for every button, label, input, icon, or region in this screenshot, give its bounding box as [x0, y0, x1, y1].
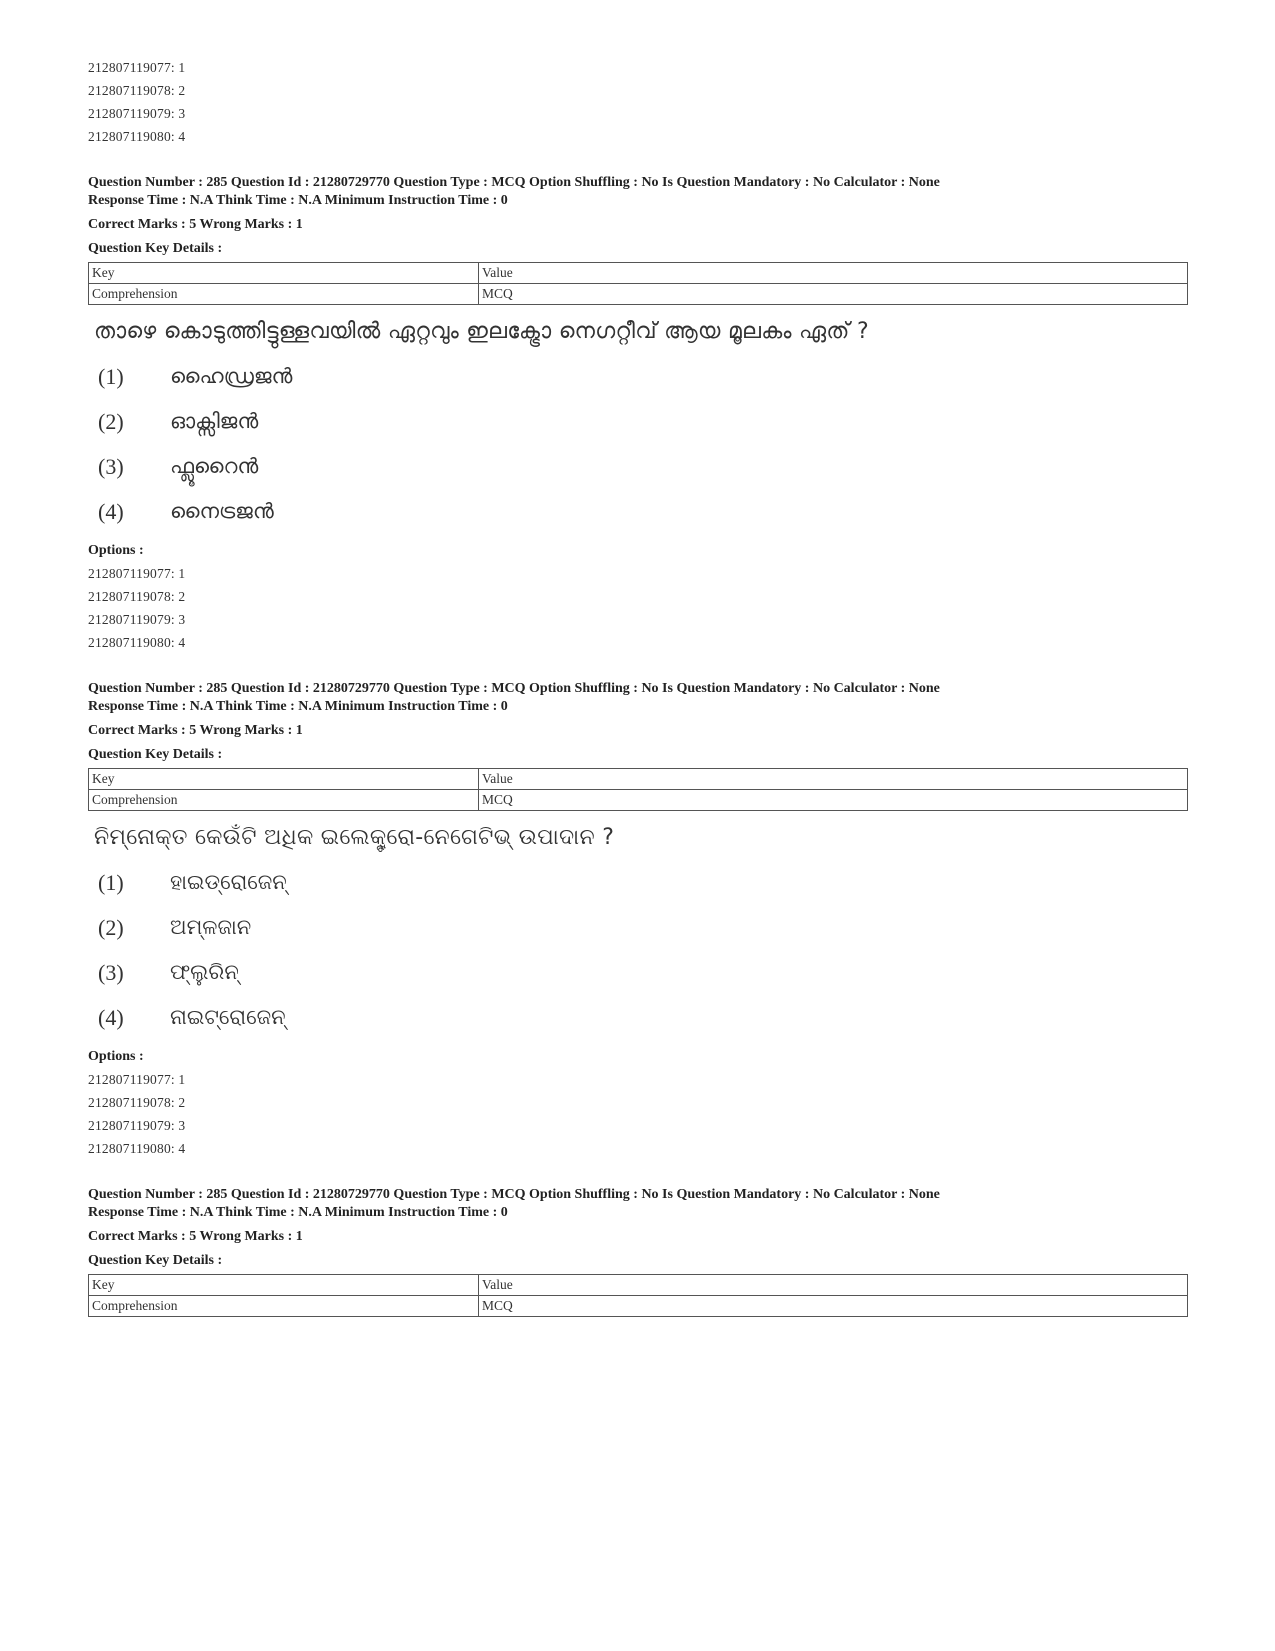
question-block	[88, 680, 1188, 1160]
choice-number: (2)	[98, 408, 124, 434]
table-row	[89, 284, 1188, 305]
option-id: 212807119079: 3	[88, 106, 186, 121]
question-meta-line2: Response Time : N.A Think Time : N.A Minimum Instruction Time : 0	[88, 193, 508, 208]
answer-choice	[88, 860, 1188, 905]
question-meta-line1: Question Number : 285 Question Id : 21280729770 Question Type : MCQ Option Shuffling : No Is Question Mandatory : No Calculator : None	[88, 681, 940, 696]
question-text: ନିମ୍ନୋକ୍ତ କେଉଁଟି ଅଧିକ ଇଲେକ୍ଟ୍ରୋ-ନେଗେଟିଭ୍ ଉପାଦାନ ?	[94, 825, 615, 850]
table-cell-value: MCQ	[479, 284, 1188, 305]
choice-number: (4)	[98, 498, 124, 524]
table-row	[89, 1275, 1188, 1296]
option-id: 212807119079: 3	[88, 612, 186, 627]
table-row	[89, 263, 1188, 284]
key-details-table	[88, 1274, 1188, 1317]
document-page	[88, 56, 1188, 1317]
question-text: താഴെ കൊടുത്തിട്ടുള്ളവയിൽ ഏറ്റവും ഇലക്ട്രോ നെഗറ്റീവ് ആയ മൂലകം ഏത് ?	[94, 319, 869, 344]
options-label: Options :	[88, 1049, 144, 1064]
option-id: 212807119080: 4	[88, 1141, 186, 1156]
key-details-table	[88, 262, 1188, 305]
table-cell-value: MCQ	[479, 790, 1188, 811]
answer-choice	[88, 905, 1188, 950]
options-label: Options :	[88, 543, 144, 558]
options-list	[88, 562, 1188, 654]
options-list	[88, 1068, 1188, 1160]
table-row	[89, 790, 1188, 811]
table-header-value: Value	[479, 1275, 1188, 1296]
option-id: 212807119080: 4	[88, 129, 186, 144]
question-meta-line1: Question Number : 285 Question Id : 21280729770 Question Type : MCQ Option Shuffling : No Is Question Mandatory : No Calculator : None	[88, 1187, 940, 1202]
key-details-label: Question Key Details :	[88, 747, 223, 762]
marks-line: Correct Marks : 5 Wrong Marks : 1	[88, 723, 303, 738]
table-cell-key: Comprehension	[89, 284, 479, 305]
choice-number: (3)	[98, 959, 124, 985]
choice-text: ହାଇଡ୍ରୋଜେନ୍	[170, 870, 287, 894]
option-id: 212807119077: 1	[88, 1072, 186, 1087]
option-id: 212807119078: 2	[88, 1095, 186, 1110]
answer-choice	[88, 399, 1188, 444]
answer-choice	[88, 444, 1188, 489]
option-id: 212807119078: 2	[88, 83, 186, 98]
question-block	[88, 174, 1188, 654]
table-header-key: Key	[89, 769, 479, 790]
choice-number: (2)	[98, 914, 124, 940]
choice-text: ନାଇଟ୍ରୋଜେନ୍	[170, 1005, 286, 1029]
table-header-value: Value	[479, 263, 1188, 284]
marks-line: Correct Marks : 5 Wrong Marks : 1	[88, 217, 303, 232]
table-row	[89, 1296, 1188, 1317]
question-meta-line1: Question Number : 285 Question Id : 21280729770 Question Type : MCQ Option Shuffling : No Is Question Mandatory : No Calculator : None	[88, 175, 940, 190]
choice-number: (1)	[98, 363, 124, 389]
choice-text: ഓക്സിജൻ	[170, 409, 259, 433]
option-id: 212807119079: 3	[88, 1118, 186, 1133]
table-row	[89, 769, 1188, 790]
option-id: 212807119080: 4	[88, 635, 186, 650]
table-cell-key: Comprehension	[89, 1296, 479, 1317]
choice-text: ഫ്ലൂറൈൻ	[170, 454, 259, 478]
answer-choice	[88, 995, 1188, 1040]
choice-number: (4)	[98, 1004, 124, 1030]
choice-number: (3)	[98, 453, 124, 479]
choice-text: നൈട്രജൻ	[170, 499, 274, 523]
table-header-key: Key	[89, 1275, 479, 1296]
top-options-list	[88, 56, 1188, 148]
key-details-label: Question Key Details :	[88, 1253, 223, 1268]
key-details-label: Question Key Details :	[88, 241, 223, 256]
question-meta-line2: Response Time : N.A Think Time : N.A Minimum Instruction Time : 0	[88, 1205, 508, 1220]
option-id: 212807119078: 2	[88, 589, 186, 604]
question-meta-line2: Response Time : N.A Think Time : N.A Minimum Instruction Time : 0	[88, 699, 508, 714]
choice-text: ଫ୍ଲୁରିନ୍	[170, 960, 239, 984]
option-id: 212807119077: 1	[88, 566, 186, 581]
choice-text: ഹൈഡ്രജൻ	[170, 364, 293, 388]
marks-line: Correct Marks : 5 Wrong Marks : 1	[88, 1229, 303, 1244]
answer-choice	[88, 950, 1188, 995]
table-header-key: Key	[89, 263, 479, 284]
answer-choice	[88, 354, 1188, 399]
answer-choice	[88, 489, 1188, 534]
table-cell-key: Comprehension	[89, 790, 479, 811]
key-details-table	[88, 768, 1188, 811]
choice-number: (1)	[98, 869, 124, 895]
choice-text: ଅମ୍ଳଜାନ	[170, 915, 252, 939]
table-cell-value: MCQ	[479, 1296, 1188, 1317]
option-id: 212807119077: 1	[88, 60, 186, 75]
table-header-value: Value	[479, 769, 1188, 790]
question-block	[88, 1186, 1188, 1317]
